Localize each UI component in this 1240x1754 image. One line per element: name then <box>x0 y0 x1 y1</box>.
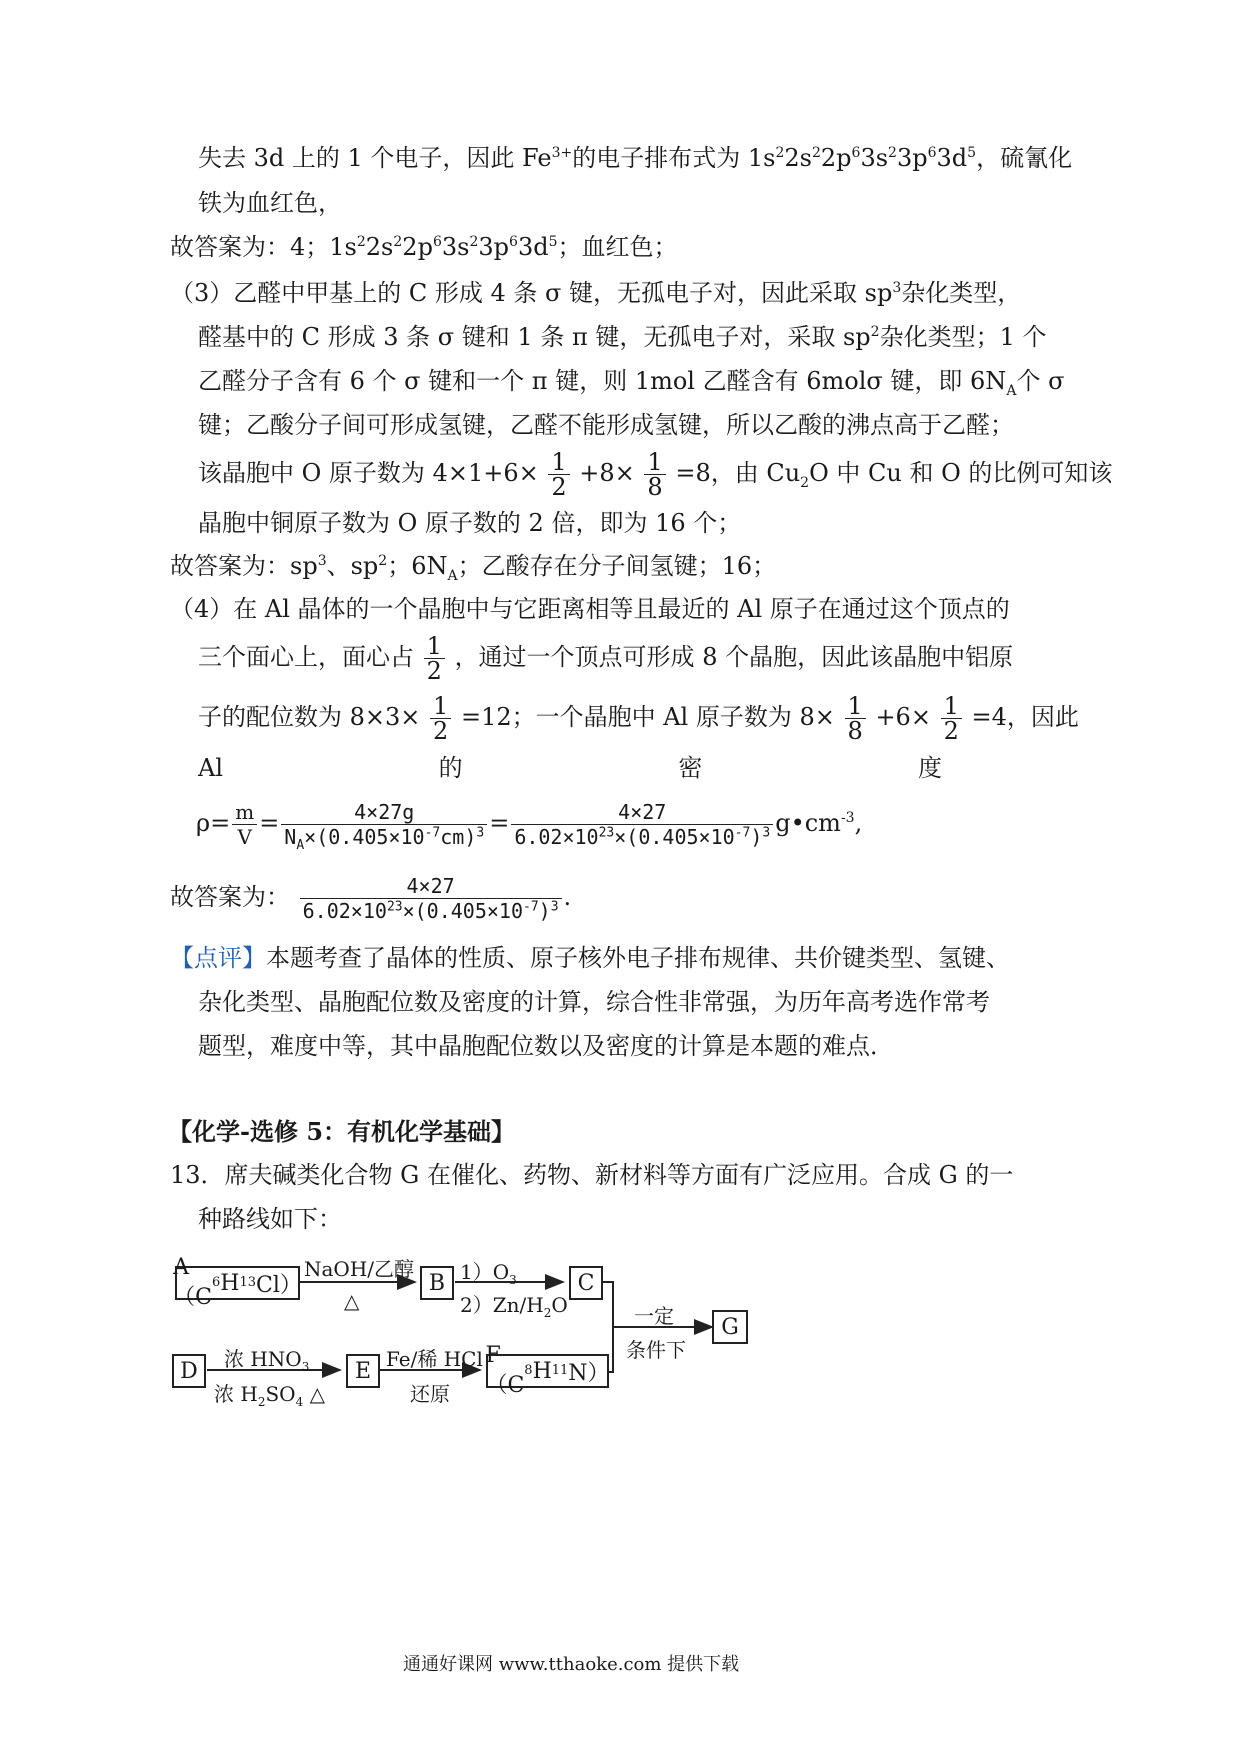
review-tag: 【点评】 <box>170 944 266 972</box>
page-footer: 通通好课网 www.tthaoke.com 提供下载 <box>403 1654 740 1675</box>
compound-G-box: G <box>712 1310 748 1344</box>
answer-line: 故答案为：$sp^3$、$sp^2$；$6N_A$；乙酸存在分子间氢键；16； <box>170 552 777 584</box>
text-line: （3）乙醛中甲基上的 C 形成 4 条 σ 键，无孤电子对，因此采取 $sp^3$杂化类型， <box>170 279 1022 307</box>
compound-C-box: C <box>569 1266 603 1300</box>
fraction: $\frac{m}{V}$ <box>232 800 257 849</box>
question-text: 13．席夫碱类化合物 G 在催化、药物、新材料等方面有广泛应用。合成 G 的一 <box>170 1161 1014 1189</box>
compound-B-box: B <box>420 1266 454 1300</box>
condition-ef-bottom: 还原 <box>410 1382 450 1406</box>
text-line: 失去 3d 上的 1 个电子，因此 $Fe^{3+}$的电子排布式为 $1s^22s^22p^63s^23p^63d^5$，硫氰化 <box>198 144 1073 172</box>
compound-A-box: A（C 6 H 13 Cl） <box>173 1255 302 1310</box>
text-line-with-fractions: 三个面心上，面心占 $\frac{1}{2}$ ，通过一个顶点可形成 8 个晶胞，因此该晶胞中铝原 <box>198 632 1014 685</box>
text-line-with-fractions: 该晶胞中 O 原子数为 4×1+6× $\frac{1}{2}$ +8× $\frac{1}{8}$ =8，由 $Cu_2O$ 中 Cu 和 O 的比例可知该 <box>198 448 1113 501</box>
fraction: $\frac{1}{2}$ <box>424 634 445 683</box>
text-line: 题型，难度中等，其中晶胞配位数以及密度的计算是本题的难点． <box>198 1032 894 1060</box>
compound-D-box: D <box>172 1354 206 1388</box>
fraction: $\frac{4\times 27}{6.02\times 10^{23}\times(0.405\times 10^{-7})^3}$ <box>511 800 773 849</box>
density-equation: ρ= $\frac{m}{V}$ = $\frac{4\times 27g}{N_A\times(0.405\times 10^{-7}cm)^3}$ = $\frac{4\times 27}{6.02\times 10^{23}\times(0.405\times 10^{-7})^3}$ $g•cm^{-3}$, <box>196 800 863 853</box>
condition-ef-top: Fe/稀 HCl <box>386 1347 483 1371</box>
condition-g-top: 一定 <box>634 1304 674 1328</box>
fraction: $\frac{1}{8}$ <box>644 450 665 499</box>
fraction: $\frac{1}{2}$ <box>548 450 569 499</box>
answer-line: 故答案为：4；$1s^22s^22p^63s^23p^63d^5$；血红色； <box>170 233 678 261</box>
condition-ab-bottom: △ <box>344 1289 360 1313</box>
condition-g-bottom: 条件下 <box>626 1338 686 1362</box>
text-line-with-fractions: 子的配位数为 8×3× $\frac{1}{2}$ =12；一个晶胞中 Al 原子数为 8× $\frac{1}{8}$ +6× $\frac{1}{2}$ =4，因此 <box>198 692 1079 745</box>
text-line: 铁为血红色， <box>198 189 342 217</box>
condition-bc-top: $1)O_3$ <box>460 1260 517 1287</box>
question-text: 种路线如下： <box>198 1205 342 1233</box>
fraction: $\frac{1}{2}$ <box>941 694 962 743</box>
review-line: 【点评】本题考查了晶体的性质、原子核外电子排布规律、共价键类型、氢键、 <box>170 944 1010 972</box>
text-line: 醛基中的 C 形成 3 条 σ 键和 1 条 π 键，无孤电子对，采取 $sp^2$杂化类型；1 个 <box>198 323 1047 351</box>
condition-bc-bottom: $2)Zn/H_2O$ <box>460 1293 568 1320</box>
text-line: 晶胞中铜原子数为 O 原子数的 2 倍，即为 16 个； <box>198 509 742 537</box>
condition-de-bottom: 浓 $H_2SO_4$ △ <box>214 1382 325 1409</box>
condition-de-top: 浓 $HNO_3$ <box>224 1347 310 1374</box>
fraction: $\frac{1}{8}$ <box>845 694 866 743</box>
text-line: 杂化类型、晶胞配位数及密度的计算，综合性非常强，为历年高考选作常考 <box>198 988 990 1016</box>
section-title: 【化学-选修 5：有机化学基础】 <box>168 1117 516 1146</box>
compound-F-box: F（C 8 H 11 N） <box>485 1343 610 1398</box>
text-line: 乙醛分子含有 6 个 σ 键和一个 π 键，则 1mol 乙醛含有 6molσ 键，即 $6N_A$个 σ <box>198 367 1065 399</box>
answer-line: 故答案为： $\frac{4\times 27}{6.02\times 10^{23}\times(0.405\times 10^{-7})^3}$ . <box>170 874 572 923</box>
text-line: 键；乙酸分子间可形成氢键，乙醛不能形成氢键，所以乙酸的沸点高于乙醛； <box>198 411 1014 439</box>
fraction: $\frac{1}{2}$ <box>430 694 451 743</box>
text-line: （4）在 Al 晶体的一个晶胞中与它距离相等且最近的 Al 原子在通过这个顶点的 <box>170 595 1010 623</box>
fraction: $\frac{4\times 27g}{N_A\times(0.405\times 10^{-7}cm)^3}$ <box>281 800 487 849</box>
condition-ab-top: NaOH/乙醇 <box>304 1257 414 1281</box>
fraction: $\frac{4\times 27}{6.02\times 10^{23}\times(0.405\times 10^{-7})^3}$ <box>300 874 562 923</box>
compound-E-box: E <box>346 1354 380 1388</box>
justified-line: Al 的 密 度 <box>198 754 942 782</box>
